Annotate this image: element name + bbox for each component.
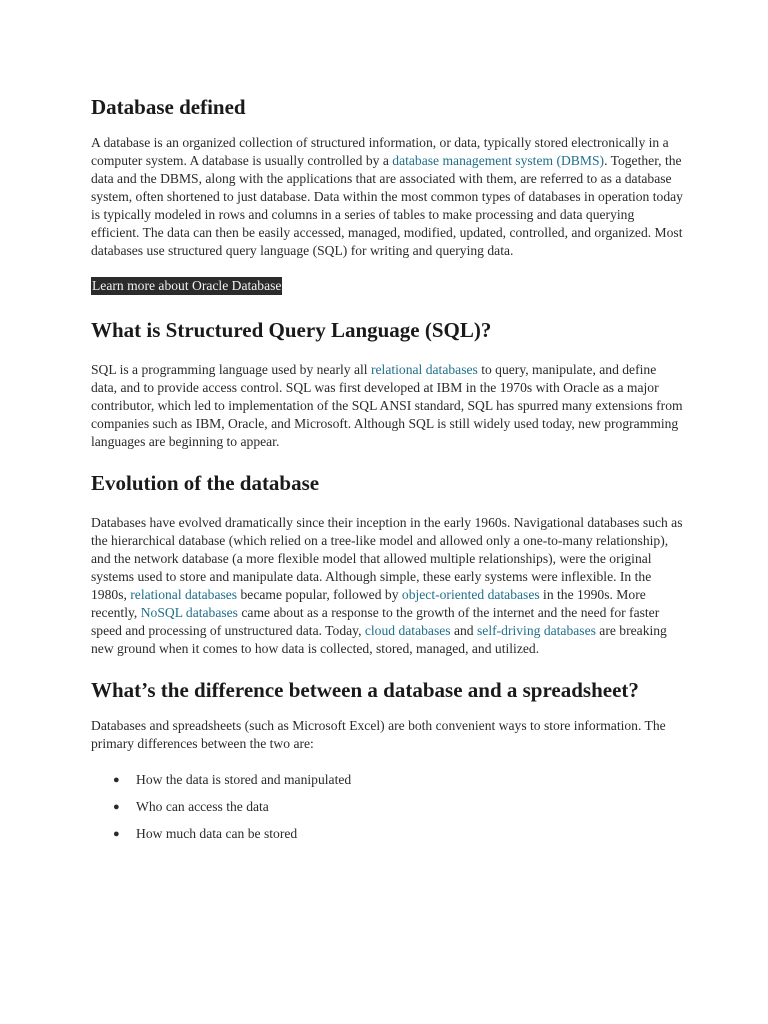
differences-list: [91, 771, 683, 843]
text-run: became popular, followed by: [237, 587, 402, 602]
bullet-icon: ●: [113, 801, 120, 813]
text-run: A database is an organized collection of structured information, or data, typically stored electronically in a computer system. A database is usually controlled by a: [91, 135, 669, 168]
heading-database-defined: Database defined: [91, 95, 246, 119]
text-run: Databases have evolved dramatically since their inception in the early 1960s. Navigational databases such as the hierarchical database (which relied on a tree-like model and allowed only a one-to-many relationship), and the network database (a more flexible model that allowed multiple relationships), were the original systems used to store and manipulate data. Although simple, these early systems were inflexible. In the 1980s,: [91, 515, 683, 602]
link-relational-databases[interactable]: relational databases: [371, 362, 478, 377]
link-self-driving-databases[interactable]: self-driving databases: [477, 623, 596, 638]
list-item-text: How much data can be stored: [136, 826, 298, 841]
list-item-text: Who can access the data: [136, 799, 269, 814]
article-body: [91, 93, 683, 852]
paragraph-database-definition: [91, 134, 683, 260]
link-object-oriented-databases[interactable]: object-oriented databases: [401, 587, 540, 602]
bullet-icon: ●: [113, 828, 120, 840]
heading-database-vs-spreadsheet: What’s the difference between a database and a spreadsheet?: [91, 678, 639, 702]
link-nosql-databases[interactable]: NoSQL databases: [140, 605, 238, 620]
list-item-text: How the data is stored and manipulated: [136, 772, 352, 787]
link-database-management-system[interactable]: database management system (DBMS): [392, 153, 605, 168]
text-run: came about as a response to the growth of the internet and the need for faster speed and processing of unstructured data. Today,: [91, 605, 660, 638]
list-item: [91, 771, 683, 789]
text-run: SQL is a programming language used by nearly all: [91, 362, 371, 377]
paragraph-sql: [91, 361, 683, 451]
text-run: to query, manipulate, and define data, and to provide access control. SQL was first developed at IBM in the 1970s with Oracle as a major contributor, which led to implementation of the SQL ANSI standard, SQL has spurred many extensions from companies such as IBM, Oracle, and Microsoft. Although SQL is still widely used today, new programming languages are beginning to appear.: [91, 362, 683, 449]
paragraph-database-vs-spreadsheet: Databases and spreadsheets (such as Microsoft Excel) are both convenient ways to store information. The primary differences between the two are:: [91, 718, 666, 751]
heading-what-is-sql: What is Structured Query Language (SQL)?: [91, 318, 492, 342]
list-item: [91, 798, 683, 816]
text-run: in the 1990s. More recently,: [91, 587, 646, 620]
paragraph-evolution: [91, 514, 683, 658]
link-cloud-databases[interactable]: cloud databases: [364, 623, 451, 638]
text-run: . Together, the data and the DBMS, along with the applications that are associated with them, are referred to as a database system, often shortened to just database. Data within the most common types of databases in operation today is typically modeled in rows and columns in a series of tables to make processing and data querying efficient. The data can then be easily accessed, managed, modified, updated, controlled, and organized. Most databases use structured query language (SQL) for writing and querying data.: [91, 153, 683, 258]
heading-evolution-of-database: Evolution of the database: [91, 471, 320, 495]
learn-more-oracle-database-link[interactable]: Learn more about Oracle Database: [92, 278, 282, 293]
link-relational-databases[interactable]: relational databases: [130, 587, 238, 602]
list-item: [91, 825, 683, 843]
bullet-icon: ●: [113, 774, 120, 786]
text-run: and: [450, 623, 477, 638]
text-run: are breaking new ground when it comes to how data is collected, stored, managed, and utilized.: [91, 623, 667, 656]
